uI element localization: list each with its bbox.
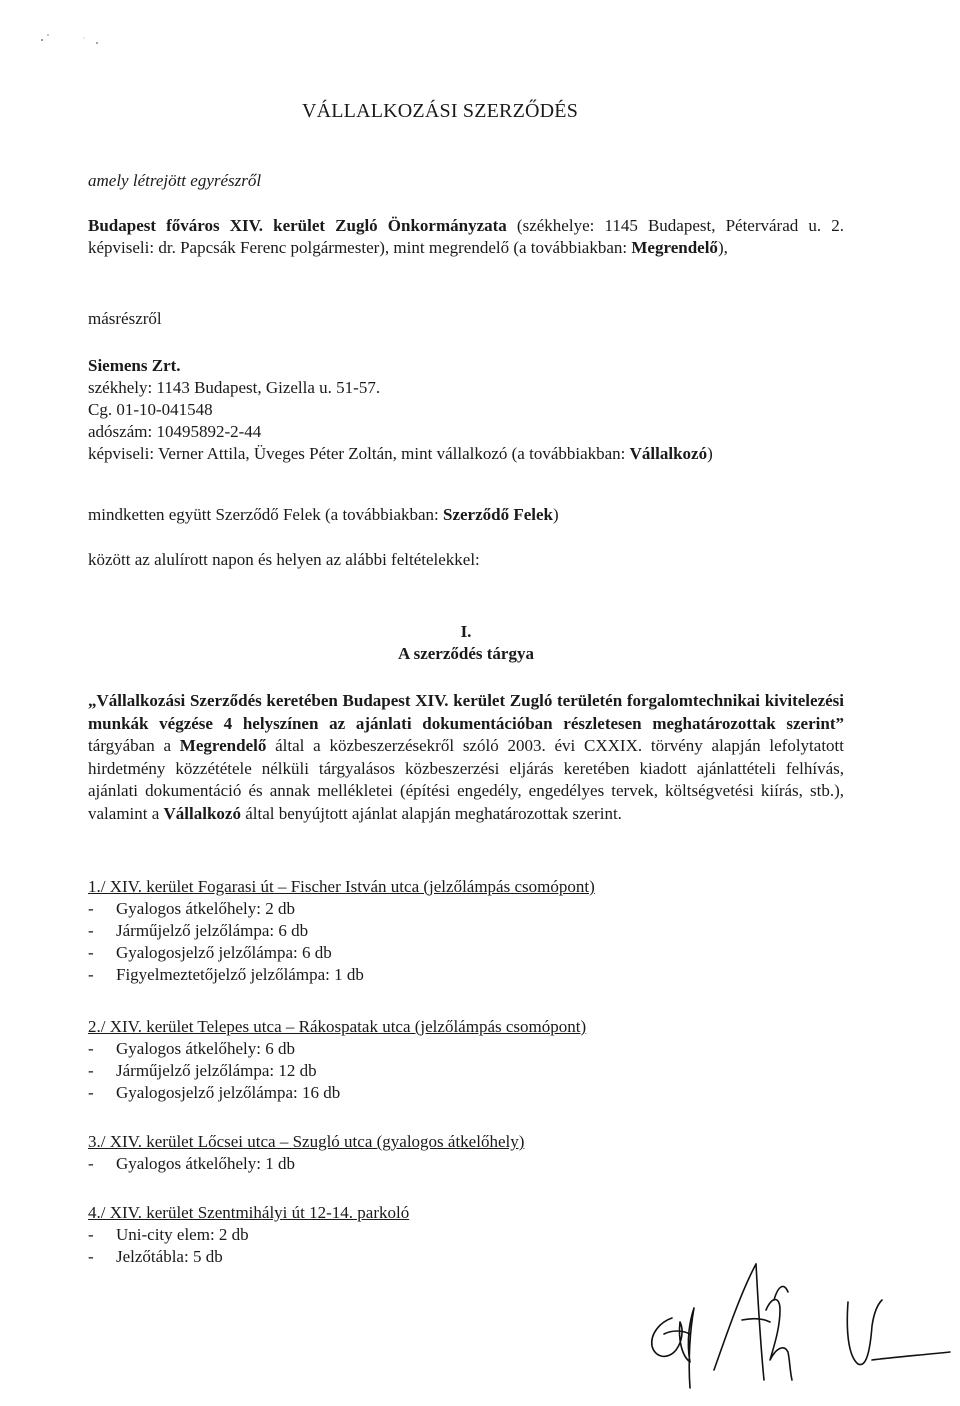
party-two-registration: Cg. 01-10-041548 xyxy=(88,400,213,419)
subject-role-one: Megrendelő xyxy=(179,736,267,756)
list-item: - Járműjelző jelzőlámpa: 12 db xyxy=(88,1060,844,1082)
location-items-2 xyxy=(88,1038,844,1104)
party-one-close: ), xyxy=(717,238,728,257)
section-number: I. xyxy=(460,622,472,641)
party-one-details: (székhelye: 1145 Budapest, Pétervárad u. 2. képviseli: dr. Papcsák Ferenc polgármester), mint megrendelő (a továbbiakban: xyxy=(88,216,844,257)
list-item: - Járműjelző jelzőlámpa: 6 db xyxy=(88,920,844,942)
both-parties-role: Szerződő Felek xyxy=(443,505,554,524)
section-title: A szerződés tárgya xyxy=(398,644,534,663)
location-heading-4: 4./ XIV. kerület Szentmihályi út 12-14. parkoló xyxy=(88,1203,410,1222)
intro-two: másrészről xyxy=(88,309,162,328)
both-parties-line: mindketten együtt Szerződő Felek (a továbbiakban: Szerződő Felek) xyxy=(88,505,559,524)
location-heading-1: 1./ XIV. kerület Fogarasi út – Fischer István utca (jelzőlámpás csomópont) xyxy=(88,877,595,896)
party-two-block xyxy=(88,355,844,465)
location-heading-3: 3./ XIV. kerület Lőcsei utca – Szugló utca (gyalogos átkelőhely) xyxy=(88,1132,525,1151)
location-items-3 xyxy=(88,1153,844,1175)
party-two-seat: székhely: 1143 Budapest, Gizella u. 51-57. xyxy=(88,378,381,397)
list-item: - Uni-city elem: 2 db xyxy=(88,1224,844,1246)
intro-one: amely létrejött egyrészről xyxy=(88,171,262,190)
location-block-1 xyxy=(88,876,844,986)
list-item: - Jelzőtábla: 5 db xyxy=(88,1246,844,1268)
location-block-3 xyxy=(88,1131,844,1175)
subject-role-two: Vállalkozó xyxy=(163,803,241,823)
list-item: - Gyalogos átkelőhely: 6 db xyxy=(88,1038,844,1060)
list-item: - Figyelmeztetőjelző jelzőlámpa: 1 db xyxy=(88,964,844,986)
location-block-4 xyxy=(88,1202,844,1268)
party-one-paragraph xyxy=(88,215,844,259)
list-item: - Gyalogosjelző jelzőlámpa: 16 db xyxy=(88,1082,844,1104)
party-two-representatives: képviseli: Verner Attila, Üveges Péter Zoltán, mint vállalkozó (a továbbiakban: Vállalkozó) xyxy=(88,444,713,463)
location-heading-2: 2./ XIV. kerület Telepes utca – Rákospatak utca (jelzőlámpás csomópont) xyxy=(88,1017,587,1036)
document-title: VÁLLALKOZÁSI SZERZŐDÉS xyxy=(301,100,579,122)
between-line: között az alulírott napon és helyen az alábbi feltételekkel: xyxy=(88,550,480,569)
scan-specks xyxy=(0,0,140,60)
party-two-tax-number: adószám: 10495892-2-44 xyxy=(88,422,262,441)
party-one-role: Megrendelő xyxy=(631,238,718,257)
subject-title: „Vállalkozási Szerződés keretében Budapest XIV. kerület Zugló területén forgalomtechnikai kivitelezési munkák végzése 4 helyszínen az ajánlati dokumentációban részletesen meghatározottak szerint” xyxy=(88,691,844,733)
list-item: - Gyalogosjelző jelzőlámpa: 6 db xyxy=(88,942,844,964)
subject-paragraph: „Vállalkozási Szerződés keretében Budapest XIV. kerület Zugló területén forgalomtechnikai kivitelezési munkák végzése 4 helyszínen az ajánlati dokumentációban részletesen meghatározottak szerint” tárgyában a Megrendelő által a közbeszerzésekről szóló 2003. évi CXXIX. törvény alapján lefolytatott hirdetmény közzététele nélküli tárgyalásos közbeszerzési eljárás keretében kiadott ajánlattételi felhívás, ajánlati dokumentáció és annak mellékletei (építési engedély, engedélyes tervek, költségvetési kiírás, stb.), valamint a Vállalkozó által benyújtott ajánlat alapján meghatározottak szerint. xyxy=(88,691,844,823)
location-block-2 xyxy=(88,1016,844,1104)
section-heading xyxy=(88,621,844,665)
location-items-4 xyxy=(88,1224,844,1268)
party-two-role: Vállalkozó xyxy=(629,444,708,463)
location-items-1 xyxy=(88,898,844,986)
list-item: - Gyalogos átkelőhely: 2 db xyxy=(88,898,844,920)
party-one-name: Budapest főváros XIV. kerület Zugló Önkormányzata xyxy=(88,216,507,235)
party-two-name: Siemens Zrt. xyxy=(88,356,181,375)
list-item: - Gyalogos átkelőhely: 1 db xyxy=(88,1153,844,1175)
